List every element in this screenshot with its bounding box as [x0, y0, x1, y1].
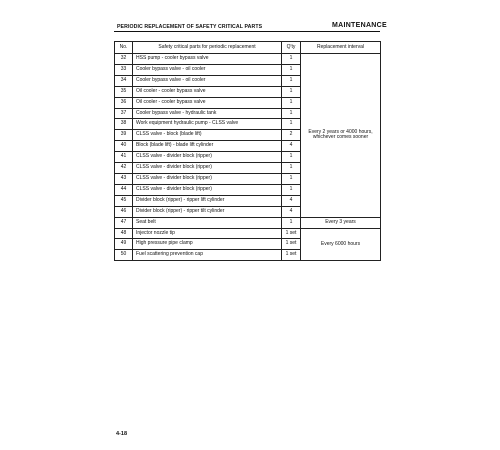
page-header-title: PERIODIC REPLACEMENT OF SAFETY CRITICAL PARTS: [117, 24, 263, 30]
row-number: 36: [115, 97, 133, 108]
part-name: Work equipment hydraulic pump - CLSS valve: [133, 119, 282, 130]
quantity: 4: [282, 195, 301, 206]
part-name: CLSS valve - divider block (ripper): [133, 163, 282, 174]
page-number: 4-18: [116, 431, 128, 437]
replacement-interval: Every 3 years: [301, 217, 381, 228]
quantity: 1: [282, 75, 301, 86]
row-number: 34: [115, 75, 133, 86]
part-name: CLSS valve - block (blade lift): [133, 130, 282, 141]
quantity: 1: [282, 173, 301, 184]
column-header-part: Safety critical parts for periodic replacement: [133, 42, 282, 54]
row-number: 42: [115, 163, 133, 174]
part-name: Divider block (ripper) - ripper lift cylinder: [133, 195, 282, 206]
part-name: HSS pump - cooler bypass valve: [133, 54, 282, 65]
row-number: 37: [115, 108, 133, 119]
part-name: CLSS valve - divider block (ripper): [133, 173, 282, 184]
header-divider: [114, 31, 380, 32]
row-number: 46: [115, 206, 133, 217]
table-header-row: [115, 42, 381, 54]
part-name: High pressure pipe clamp: [133, 239, 282, 250]
replacement-interval: Every 6000 hours: [301, 228, 381, 261]
table-row: [115, 217, 381, 228]
quantity: 1: [282, 86, 301, 97]
row-number: 38: [115, 119, 133, 130]
quantity: 4: [282, 141, 301, 152]
row-number: 49: [115, 239, 133, 250]
part-name: Fuel scattering prevention cap: [133, 250, 282, 261]
quantity: 1 set: [282, 239, 301, 250]
row-number: 33: [115, 64, 133, 75]
quantity: 4: [282, 206, 301, 217]
part-name: Seat belt: [133, 217, 282, 228]
row-number: 47: [115, 217, 133, 228]
quantity: 1: [282, 152, 301, 163]
row-number: 35: [115, 86, 133, 97]
row-number: 43: [115, 173, 133, 184]
part-name: Cooler bypass valve - oil cooler: [133, 64, 282, 75]
quantity: 1: [282, 108, 301, 119]
quantity: 1: [282, 163, 301, 174]
part-name: Oil cooler - cooler bypass valve: [133, 86, 282, 97]
row-number: 45: [115, 195, 133, 206]
part-name: CLSS valve - divider block (ripper): [133, 152, 282, 163]
row-number: 44: [115, 184, 133, 195]
quantity: 1: [282, 97, 301, 108]
replacement-interval: Every 2 years or 4000 hours, whichever comes sooner: [301, 54, 381, 218]
part-name: Divider block (ripper) - ripper tilt cylinder: [133, 206, 282, 217]
part-name: Cooler bypass valve - hydraulic tank: [133, 108, 282, 119]
row-number: 48: [115, 228, 133, 239]
part-name: Cooler bypass valve - oil cooler: [133, 75, 282, 86]
part-name: Injector nozzle tip: [133, 228, 282, 239]
replacement-parts-table: [114, 41, 381, 261]
quantity: 1: [282, 217, 301, 228]
quantity: 1: [282, 64, 301, 75]
row-number: 40: [115, 141, 133, 152]
row-number: 39: [115, 130, 133, 141]
quantity: 1 set: [282, 250, 301, 261]
column-header-qty: Q'ty: [282, 42, 301, 54]
quantity: 1: [282, 119, 301, 130]
row-number: 32: [115, 54, 133, 65]
row-number: 41: [115, 152, 133, 163]
column-header-interval: Replacement interval: [301, 42, 381, 54]
page-header-section: MAINTENANCE: [331, 22, 387, 29]
part-name: CLSS valve - divider block (ripper): [133, 184, 282, 195]
row-number: 50: [115, 250, 133, 261]
quantity: 1: [282, 54, 301, 65]
table-row: [115, 54, 381, 65]
quantity: 1: [282, 184, 301, 195]
part-name: Oil cooler - cooler bypass valve: [133, 97, 282, 108]
quantity: 1 set: [282, 228, 301, 239]
part-name: Block (blade lift) - blade lift cylinder: [133, 141, 282, 152]
quantity: 2: [282, 130, 301, 141]
column-header-no: No.: [115, 42, 133, 54]
table-row: [115, 228, 381, 239]
